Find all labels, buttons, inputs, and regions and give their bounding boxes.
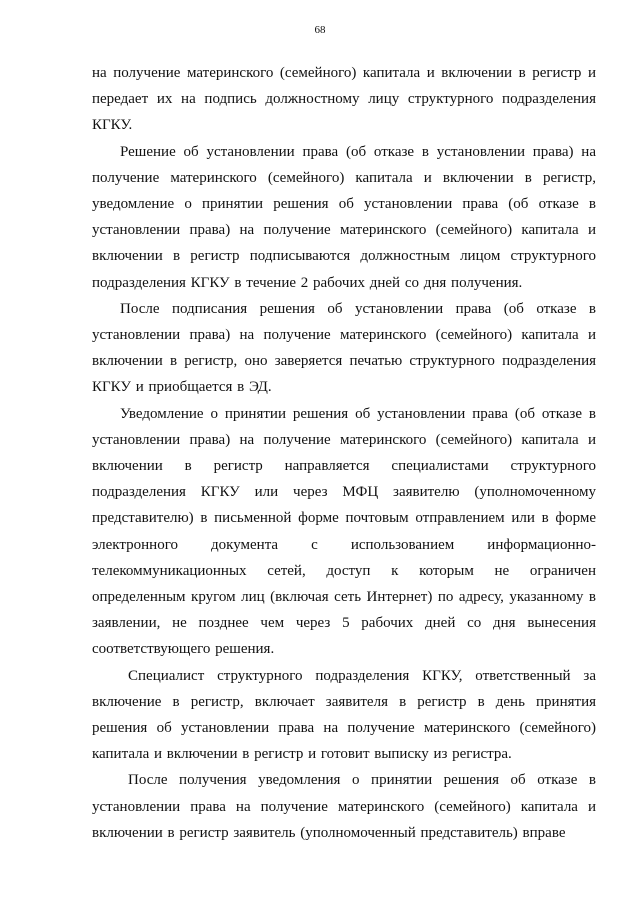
paragraph-specialist: Специалист структурного подразделения КГКУ, ответственный за включение в регистр, включает заявителя в регистр в день принятия решения об установлении права на получение материнского (семейного) капитала и включении в регистр и готовит выписку из регистра. xyxy=(92,667,596,763)
document-body xyxy=(92,60,596,846)
paragraph-decision-signing: Решение об установлении права (об отказе в установлении права) на получение материнского (семейного) капитала и включении в регистр, уведомление о принятии решения об установлении права (об отказе в установлении права) на получение материнского (семейного) капитала и включении в регистр подписываются должностным лицом структурного подразделения КГКУ в течение 2 рабочих дней со дня получения. xyxy=(92,143,596,291)
paragraph-refusal: После получения уведомления о принятии решения об отказе в установлении права на получение материнского (семейного) капитала и включении в регистр заявитель (уполномоченный представитель) вправе xyxy=(92,772,596,841)
paragraph-notification: Уведомление о принятии решения об установлении права (об отказе в установлении права) на получение материнского (семейного) капитала и включении в регистр направляется специалистами структурного подразделения КГКУ или через МФЦ заявителю (уполномоченному представителю) в письменной форме почтовым отправлением или в форме электронного документа с использованием информационно-телекоммуникационных сетей, доступ к которым не ограничен определенным кругом лиц (включая сеть Интернет) по адресу, указанному в заявлении, не позднее чем через 5 рабочих дней со дня вынесения соответствующего решения. xyxy=(92,405,596,658)
paragraph-continuation: на получение материнского (семейного) капитала и включении в регистр и передает их на подпись должностному лицу структурного подразделения КГКУ. xyxy=(92,65,596,134)
page-number: 68 xyxy=(314,24,326,36)
paragraph-after-signing: После подписания решения об установлении права (об отказе в установлении права) на получение материнского (семейного) капитала и включении в регистр, оно заверяется печатью структурного подразделения КГКУ и приобщается в ЭД. xyxy=(92,300,596,396)
